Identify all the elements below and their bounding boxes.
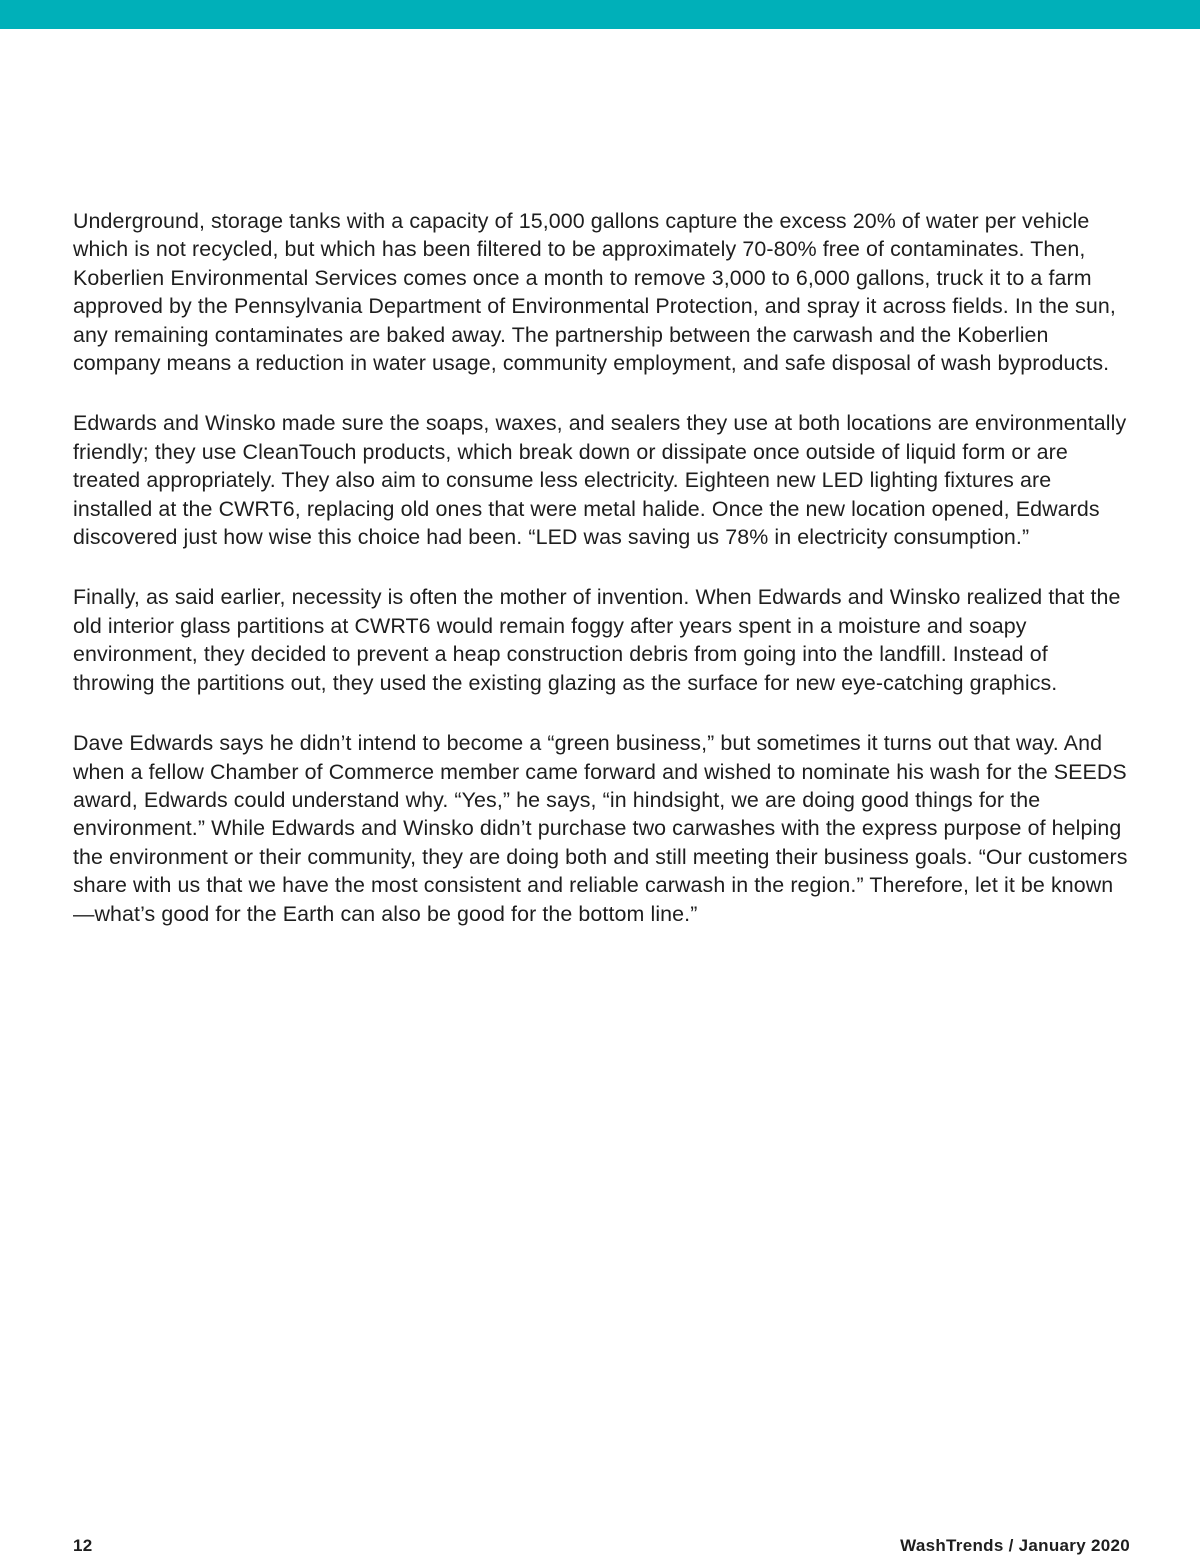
article-paragraph: Finally, as said earlier, necessity is often the mother of invention. When Edwards and Winsko realized that the old interior glass partitions at CWRT6 would remain foggy after years spent in a moisture and soapy environment, they decided to prevent a heap construction debris from going into the landfill. Instead of throwing the partitions out, they used the existing glazing as the surface for new eye-catching graphics. xyxy=(73,585,1121,695)
publication-footer: WashTrends / January 2020 xyxy=(900,1536,1130,1555)
article-paragraph: Edwards and Winsko made sure the soaps, waxes, and sealers they use at both locations are environmentally friendly; they use CleanTouch products, which break down or dissipate once outside of liquid form or are treated appropriately. They also aim to consume less electricity. Eighteen new LED lighting fixtures are installed at the CWRT6, replacing old ones that were metal halide. Once the new location opened, Edwards discovered just how wise this choice had been. “LED was saving us 78% in electricity consumption.” xyxy=(73,411,1127,550)
header-accent-band xyxy=(0,0,1200,29)
article-paragraph: Underground, storage tanks with a capacity of 15,000 gallons capture the excess 20% of water per vehicle which is not recycled, but which has been filtered to be approximately 70-80% free of contaminates. Then, Koberlien Environmental Services comes once a month to remove 3,000 to 6,000 gallons, truck it to a farm approved by the Pennsylvania Department of Environmental Protection, and spray it across fields. In the sun, any remaining contaminates are baked away. The partnership between the carwash and the Koberlien company means a reduction in water usage, community employment, and safe disposal of wash byproducts. xyxy=(73,209,1116,376)
page-number: 12 xyxy=(73,1536,93,1555)
article-body xyxy=(73,207,1133,960)
article-paragraph: Dave Edwards says he didn’t intend to become a “green business,” but sometimes it turns out that way. And when a fellow Chamber of Commerce member came forward and wished to nominate his wash for the SEEDS award, Edwards could understand why. “Yes,” he says, “in hindsight, we are doing good things for the environment.” While Edwards and Winsko didn’t purchase two carwashes with the express purpose of helping the environment or their community, they are doing both and still meeting their business goals. “Our customers share with us that we have the most consistent and reliable carwash in the region.” Therefore, let it be known—what’s good for the Earth can also be good for the bottom line.” xyxy=(73,731,1128,926)
